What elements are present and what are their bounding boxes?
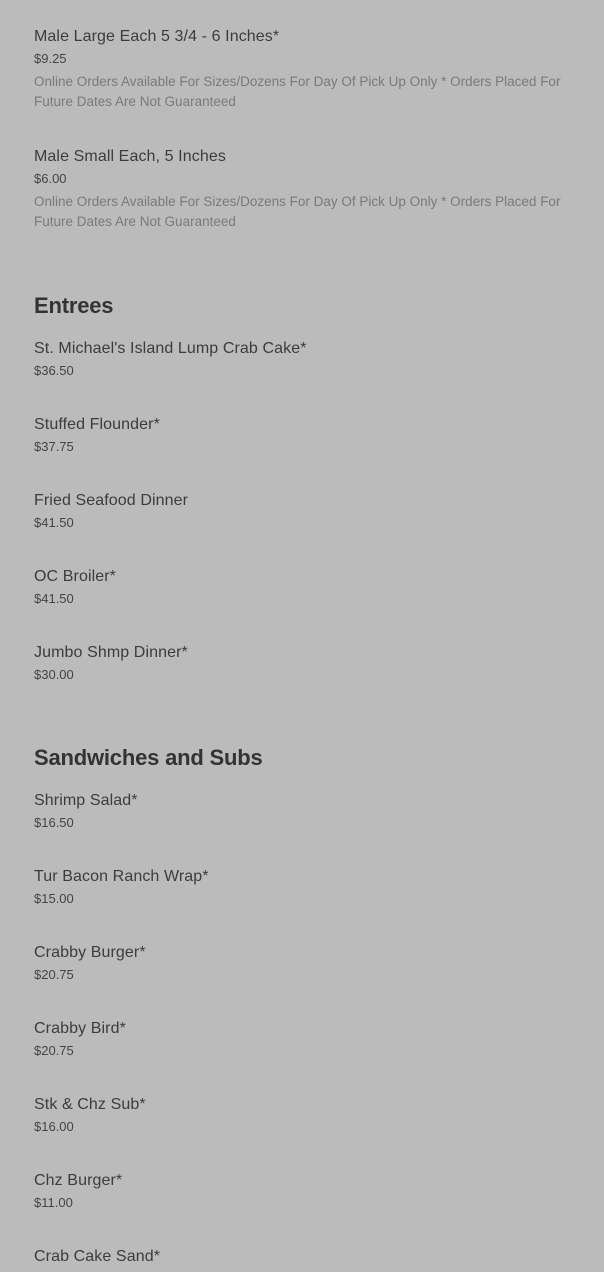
menu-item[interactable] — [34, 1093, 586, 1136]
menu-item-price: $41.50 — [34, 515, 74, 530]
menu-item-price: $16.00 — [34, 1119, 74, 1134]
menu-item-description: Online Orders Available For Sizes/Dozens For Day Of Pick Up Only * Orders Placed For Future Dates Are Not Guaranteed — [34, 74, 561, 109]
menu-item-name[interactable]: Fried Seafood Dinner — [34, 492, 189, 509]
menu-item-price: $6.00 — [34, 171, 67, 186]
menu-item-price: $9.25 — [34, 51, 67, 66]
menu-item[interactable] — [34, 1245, 586, 1269]
menu-item[interactable] — [34, 641, 586, 684]
menu-item-price: $16.50 — [34, 815, 74, 830]
menu-item-name[interactable]: Crab Cake Sand* — [34, 1248, 161, 1265]
menu-item[interactable] — [34, 25, 586, 112]
menu-item-price: $11.00 — [34, 1195, 73, 1210]
menu-item-price: $15.00 — [34, 891, 74, 906]
section-title-sandwiches: Sandwiches and Subs — [34, 745, 263, 770]
menu-item-name[interactable]: OC Broiler* — [34, 568, 117, 585]
menu-item-price: $20.75 — [34, 967, 74, 982]
menu-item-name[interactable]: Male Small Each, 5 Inches — [34, 148, 226, 165]
menu-item[interactable] — [34, 337, 586, 380]
menu-item-name[interactable]: Stuffed Flounder* — [34, 416, 160, 433]
menu-item-price: $30.00 — [34, 667, 74, 682]
menu-item-name[interactable]: Crabby Bird* — [34, 1020, 126, 1037]
menu-item-price: $41.50 — [34, 591, 74, 606]
menu-item-name[interactable]: Tur Bacon Ranch Wrap* — [34, 868, 209, 885]
menu-item[interactable] — [34, 865, 586, 908]
menu-item-name[interactable]: Male Large Each 5 3/4 - 6 Inches* — [34, 28, 280, 45]
menu-item[interactable] — [34, 565, 586, 608]
menu-item-name[interactable]: Shrimp Salad* — [34, 792, 138, 809]
menu-item-name[interactable]: Jumbo Shmp Dinner* — [34, 644, 188, 661]
menu-item[interactable] — [34, 489, 586, 532]
menu-item[interactable] — [34, 941, 586, 984]
menu-item[interactable] — [34, 413, 586, 456]
menu-item-name[interactable]: Chz Burger* — [34, 1172, 123, 1189]
menu-item[interactable] — [34, 1017, 586, 1060]
menu-item-name[interactable]: Stk & Chz Sub* — [34, 1096, 146, 1113]
section-title-entrees: Entrees — [34, 293, 114, 318]
menu-item-price: $20.75 — [34, 1043, 74, 1058]
menu-item[interactable] — [34, 145, 586, 232]
menu-item[interactable] — [34, 1169, 586, 1212]
menu-item[interactable] — [34, 789, 586, 832]
menu-item-name[interactable]: St. Michael's Island Lump Crab Cake* — [34, 340, 307, 357]
menu-item-name[interactable]: Crabby Burger* — [34, 944, 146, 961]
menu-item-price: $37.75 — [34, 439, 74, 454]
menu-item-price: $36.50 — [34, 363, 74, 378]
menu-item-description: Online Orders Available For Sizes/Dozens For Day Of Pick Up Only * Orders Placed For Future Dates Are Not Guaranteed — [34, 194, 561, 229]
